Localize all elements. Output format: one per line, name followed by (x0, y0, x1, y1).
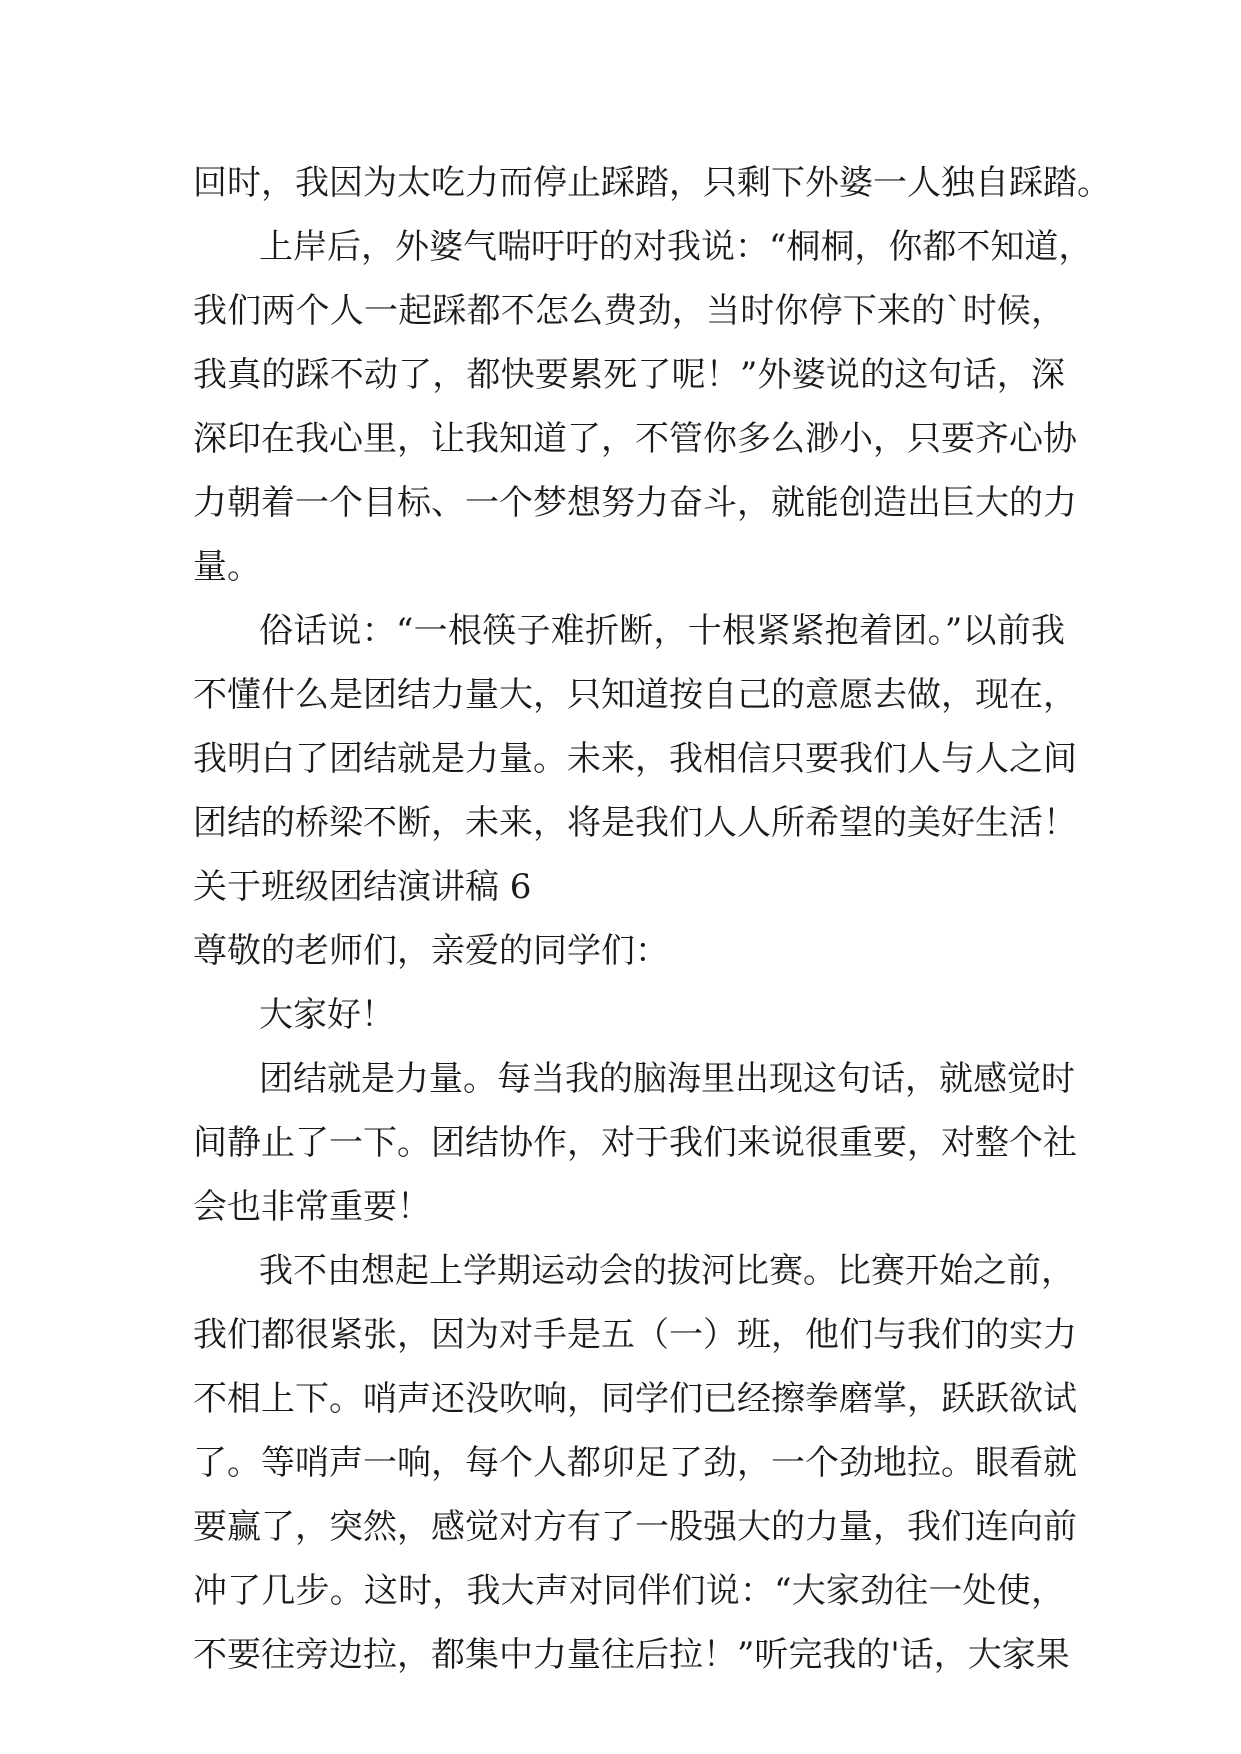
text-line: 要赢了，突然，感觉对方有了一股强大的力量，我们连向前 (193, 1507, 1077, 1547)
salutation: 尊敬的老师们，亲爱的同学们： (193, 931, 669, 971)
text-line: 冲了几步。这时，我大声对同伴们说：“大家劲往一处使， (193, 1571, 1065, 1611)
text-line: 间静止了一下。团结协作，对于我们来说很重要，对整个社 (193, 1123, 1077, 1163)
paragraph-first-line: 上岸后，外婆气喘吁吁的对我说：“桐桐，你都不知道， (259, 227, 1093, 267)
text-line: 深印在我心里，让我知道了，不管你多么渺小，只要齐心协 (193, 419, 1077, 459)
text-line: 不要往旁边拉，都集中力量往后拉！”听完我的'话，大家果 (193, 1635, 1070, 1675)
text-line: 我们两个人一起踩都不怎么费劲，当时你停下来的`时候， (193, 291, 1065, 331)
text-line: 我明白了团结就是力量。未来，我相信只要我们人与人之间 (193, 739, 1077, 779)
text-line: 我们都很紧张，因为对手是五（一）班，他们与我们的实力 (193, 1315, 1077, 1355)
section-heading: 关于班级团结演讲稿 6 (193, 867, 532, 907)
text-line: 会也非常重要！ (193, 1187, 431, 1227)
text-line: 量。 (193, 547, 261, 587)
text-line: 力朝着一个目标、一个梦想努力奋斗，就能创造出巨大的力 (193, 483, 1077, 523)
text-line: 了。等哨声一响，每个人都卯足了劲，一个劲地拉。眼看就 (193, 1443, 1077, 1483)
text-line: 团结的桥梁不断，未来，将是我们人人所希望的美好生活！ (193, 803, 1077, 843)
paragraph-first-line: 团结就是力量。每当我的脑海里出现这句话，就感觉时 (259, 1059, 1075, 1099)
text-line: 我真的踩不动了，都快要累死了呢！”外婆说的这句话，深 (193, 355, 1065, 395)
text-line: 不相上下。哨声还没吹响，同学们已经擦拳磨掌，跃跃欲试 (193, 1379, 1077, 1419)
paragraph-first-line: 我不由想起上学期运动会的拔河比赛。比赛开始之前， (259, 1251, 1075, 1291)
text-line: 不懂什么是团结力量大，只知道按自己的意愿去做，现在， (193, 675, 1077, 715)
paragraph-first-line: 俗话说：“一根筷子难折断，十根紧紧抱着团。”以前我 (259, 611, 1065, 651)
text-line: 回时，我因为太吃力而停止踩踏，只剩下外婆一人独自踩踏。 (193, 163, 1111, 203)
greeting: 大家好！ (259, 995, 395, 1035)
